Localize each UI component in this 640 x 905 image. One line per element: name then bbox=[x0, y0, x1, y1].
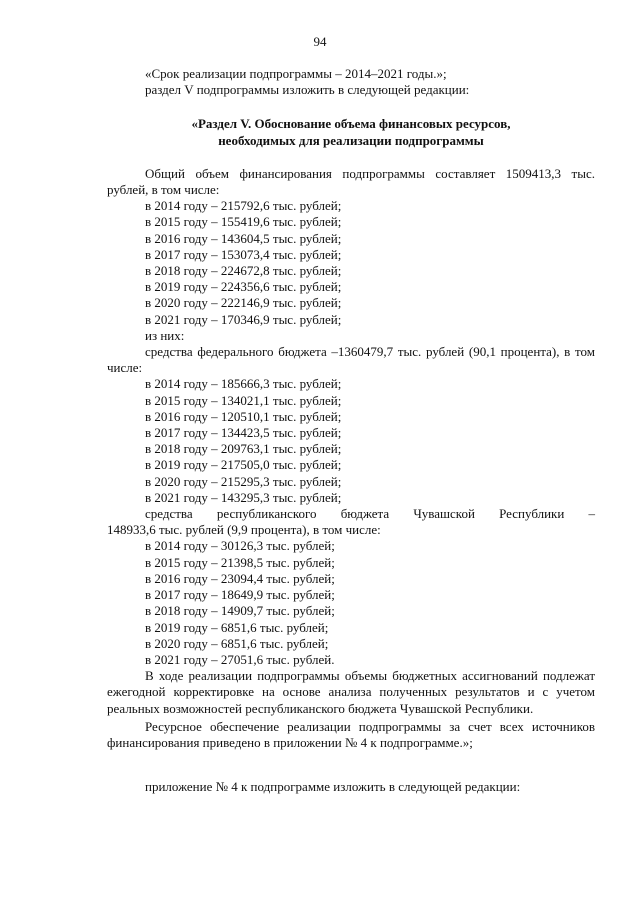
federal-year-item: в 2017 году – 134423,5 тыс. рублей; bbox=[145, 425, 342, 441]
republic-year-item: в 2015 году – 21398,5 тыс. рублей; bbox=[145, 554, 335, 570]
republic-word: бюджета bbox=[340, 506, 390, 522]
republic-funding-text: 148933,6 тыс. рублей (9,9 процента), в том числе: bbox=[107, 522, 381, 538]
total-funding-text: Общий объем финансирования подпрограммы составляет 1509413,3 тыс. рублей, в том числе: bbox=[107, 165, 595, 198]
republic-year-item: в 2014 году – 30126,3 тыс. рублей; bbox=[145, 538, 335, 554]
section-heading bbox=[107, 116, 595, 148]
federal-year-item: в 2019 году – 217505,0 тыс. рублей; bbox=[145, 457, 342, 473]
resource-paragraph: Ресурсное обеспечение реализации подпрограммы за счет всех источников финансирования приведено в приложении № 4 к подпрограмме.»; bbox=[107, 718, 595, 750]
total-year-item: в 2015 году – 155419,6 тыс. рублей; bbox=[145, 214, 342, 230]
total-year-item: в 2021 году – 170346,9 тыс. рублей; bbox=[145, 311, 342, 327]
federal-year-item: в 2020 году – 215295,3 тыс. рублей; bbox=[145, 473, 342, 489]
total-year-item: в 2016 году – 143604,5 тыс. рублей; bbox=[145, 230, 342, 246]
section-heading-line: необходимых для реализации подпрограммы bbox=[218, 132, 484, 148]
republic-year-item: в 2018 году – 14909,7 тыс. рублей; bbox=[145, 603, 335, 619]
total-year-item: в 2020 году – 222146,9 тыс. рублей; bbox=[145, 295, 342, 311]
republic-year-item: в 2019 году – 6851,6 тыс. рублей; bbox=[145, 619, 329, 635]
republic-word: республиканского bbox=[216, 506, 317, 522]
adjustment-paragraph: В ходе реализации подпрограммы объемы бюджетных ассигнований подлежат ежегодной корректировке на основе анализа полученных результатов и с учетом реальных возможностей республиканского бюджета Чувашской Республики. bbox=[107, 668, 595, 716]
closing-line: приложение № 4 к подпрограмме изложить в следующей редакции: bbox=[145, 779, 521, 795]
document-body bbox=[107, 66, 595, 795]
republic-year-item: в 2017 году – 18649,9 тыс. рублей; bbox=[145, 587, 335, 603]
total-year-item: в 2014 году – 215792,6 тыс. рублей; bbox=[145, 198, 342, 214]
republic-word: Чувашской bbox=[413, 506, 475, 522]
republic-word: средства bbox=[145, 506, 193, 522]
total-year-item: в 2019 году – 224356,6 тыс. рублей; bbox=[145, 279, 342, 295]
federal-funding-text: средства федерального бюджета –1360479,7 тыс. рублей (90,1 процента), в том числе: bbox=[107, 344, 595, 376]
republic-word: – bbox=[588, 506, 595, 522]
total-year-item: в 2018 году – 224672,8 тыс. рублей; bbox=[145, 263, 342, 279]
section-heading-line: «Раздел V. Обоснование объема финансовых ресурсов, bbox=[191, 116, 511, 132]
federal-year-item: в 2014 году – 185666,3 тыс. рублей; bbox=[145, 376, 342, 392]
republic-year-item: в 2016 году – 23094,4 тыс. рублей; bbox=[145, 570, 335, 586]
republic-year-item: в 2020 году – 6851,6 тыс. рублей; bbox=[145, 635, 329, 651]
republic-year-item: в 2021 году – 27051,6 тыс. рублей. bbox=[145, 651, 335, 667]
federal-year-item: в 2016 году – 120510,1 тыс. рублей; bbox=[145, 408, 342, 424]
federal-year-item: в 2018 году – 209763,1 тыс. рублей; bbox=[145, 441, 342, 457]
federal-year-item: в 2021 году – 143295,3 тыс. рублей; bbox=[145, 489, 342, 505]
intro-line: раздел V подпрограммы изложить в следующей редакции: bbox=[145, 82, 470, 98]
intro-line: «Срок реализации подпрограммы – 2014–2021 годы.»; bbox=[145, 66, 447, 81]
page-number: 94 bbox=[313, 34, 327, 49]
federal-year-item: в 2015 году – 134021,1 тыс. рублей; bbox=[145, 392, 342, 408]
republic-word: Республики bbox=[499, 506, 565, 522]
republic-funding-line bbox=[107, 506, 595, 522]
total-year-item: в 2017 году – 153073,4 тыс. рублей; bbox=[145, 246, 342, 262]
of-which-label: из них: bbox=[145, 327, 185, 343]
